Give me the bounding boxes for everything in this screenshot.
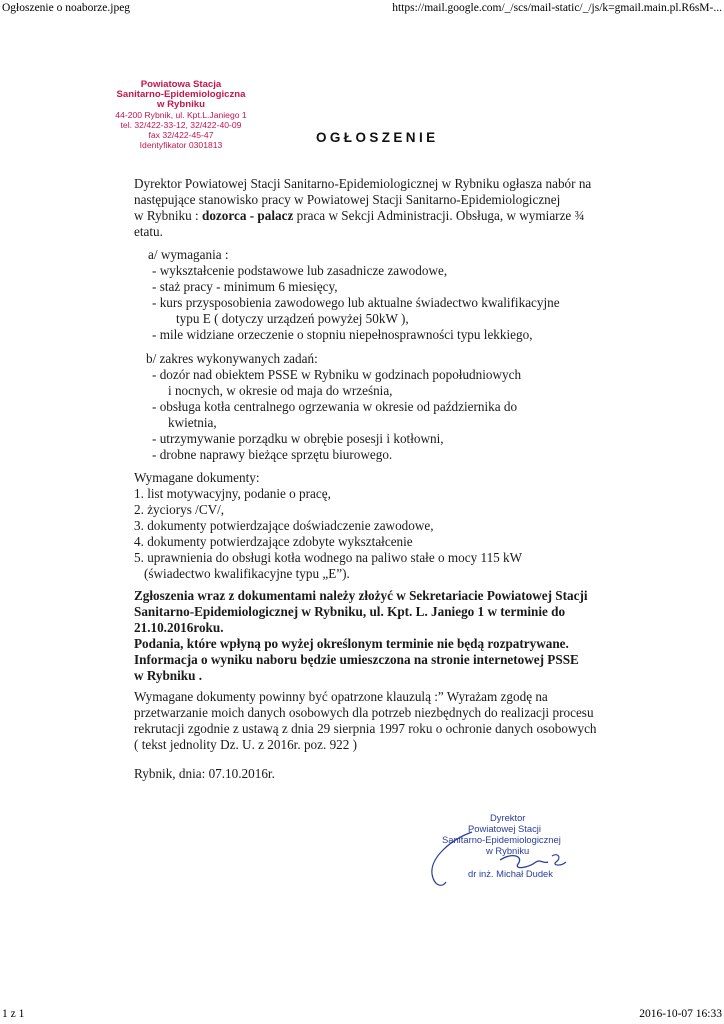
requirement-item: - wykształcenie podstawowe lub zasadnicze zawodowe, [152, 263, 448, 278]
stamp-line: tel. 32/422-33-12, 32/422-40-09 [120, 120, 242, 130]
page-count: 1 z 1 [2, 1008, 25, 1020]
duties-heading: b/ zakres wykonywanych zadań: [146, 351, 318, 366]
requirement-item: - mile widziane orzeczenie o stopniu niepełnosprawności typu lekkiego, [148, 327, 560, 343]
signature-name: dr inż. Michał Dudek [468, 868, 553, 879]
intro-line: etatu. [134, 224, 163, 239]
clause-line: przetwarzanie moich danych osobowych dla potrzeb niezbędnych do realizacji procesu [134, 705, 594, 720]
position-name: dozorca - palacz [201, 208, 294, 223]
requirement-item-cont: typu E ( dotyczy urządzeń powyżej 50kW ), [176, 311, 409, 326]
document-item: 1. list motywacyjny, podanie o pracę, [134, 486, 331, 501]
signature-line: Dyrektor [490, 812, 526, 823]
duty-item: - drobne naprawy bieżące sprzętu biurowego. [148, 447, 521, 463]
clause-line: rekrutacji zgodnie z ustawą z dnia 29 sierpnia 1997 roku o ochronie danych osobowych [134, 721, 597, 736]
requirements-section [148, 247, 560, 343]
print-timestamp: 2016-10-07 16:33 [639, 1008, 722, 1020]
duty-item: - obsługa kotła centralnego ogrzewania w okresie od października do [148, 399, 521, 415]
stamp-line: Powiatowa Stacja [140, 79, 222, 90]
notice-line: Podania, które wpłyną po wyżej określonym terminie nie będą rozpatrywane. [134, 636, 569, 651]
stamp-line: fax 32/422-45-47 [148, 130, 214, 140]
clause-line: Wymagane dokumenty powinny być opatrzone klauzulą :” Wyrażam zgodę na [134, 689, 548, 704]
requirement-item: - kurs przysposobienia zawodowego lub aktualne świadectwo kwalifikacyjne [148, 295, 560, 311]
documents-heading: Wymagane dokumenty: [134, 470, 260, 485]
duty-item-cont: kwietnia, [168, 415, 217, 430]
consent-clause [134, 689, 597, 753]
intro-line: Dyrektor Powiatowej Stacji Sanitarno-Epidemiologicznej w Rybniku ogłasza nabór na [134, 176, 592, 191]
notice-line: Sanitarno-Epidemiologicznej w Rybniku, ul. Kpt. L. Janiego 1 w terminie do [134, 604, 566, 619]
duty-item: - utrzymywanie porządku w obrębie posesji i kotłowni, [148, 431, 521, 447]
stamp-line: w Rybniku [157, 99, 205, 110]
intro-paragraph [134, 176, 591, 240]
requirements-heading: a/ wymagania : [148, 247, 229, 262]
duty-item: - dozór nad obiektem PSSE w Rybniku w godzinach popołudniowych [148, 367, 521, 383]
document-item: 2. życiorys /CV/, [134, 502, 225, 517]
notice-line: Zgłoszenia wraz z dokumentami należy złożyć w Sekretariacie Powiatowej Stacji [134, 588, 588, 603]
document-item: 3. dokumenty potwierdzające doświadczenie zawodowe, [134, 518, 434, 533]
signature-line: w Rybniku [486, 845, 530, 856]
clause-line: ( tekst jednolity Dz. U. z 2016r. poz. 922 ) [134, 737, 358, 752]
document-title: OGŁOSZENIE [316, 130, 439, 145]
stamp-line: 44-200 Rybnik, ul. Kpt.L.Janiego 1 [115, 110, 247, 120]
required-documents [134, 470, 522, 582]
institution-stamp [106, 80, 256, 150]
submission-notice [134, 588, 588, 684]
signature-stamp [420, 812, 590, 892]
stamp-line: Sanitarno-Epidemiologiczna [116, 89, 246, 100]
signature-line: Powiatowej Stacji [468, 823, 541, 834]
notice-line: w Rybniku . [134, 668, 203, 683]
requirement-item: - staż pracy - minimum 6 miesięcy, [148, 279, 560, 295]
document-item-cont: (świadectwo kwalifikacyjne typu „E”). [144, 566, 350, 581]
document-item: 4. dokumenty potwierdzające zdobyte wykształcenie [134, 534, 413, 549]
intro-line [134, 208, 591, 224]
document-item: 5. uprawnienia do obsługi kotła wodnego na paliwo stałe o mocy 115 kW [134, 550, 523, 565]
notice-line: 21.10.2016roku. [134, 620, 224, 635]
notice-line: Informacja o wyniku naboru będzie umieszczona na stronie internetowej PSSE [134, 652, 579, 667]
intro-line: następujące stanowisko pracy w Powiatowej Stacji Sanitarno-Epidemiologicznej [134, 192, 561, 207]
document-url: https://mail.google.com/_/scs/mail-static/_/js/k=gmail.main.pl.R6sM-... [392, 2, 722, 14]
document-filename: Ogłoszenie o noaborze.jpeg [2, 2, 131, 14]
stamp-line: Identyfikator 0301813 [139, 140, 223, 150]
signature-line: Sanitarno-Epidemiologicznej [442, 834, 561, 845]
document-date: Rybnik, dnia: 07.10.2016r. [134, 766, 275, 781]
duty-item-cont: i nocnych, w okresie od maja do września, [168, 383, 393, 398]
duties-section [148, 351, 521, 463]
intro-line-end: praca w Sekcji Administracji. Obsługa, w wymiarze ¾ [293, 208, 585, 223]
intro-line-start: w Rybniku : [134, 208, 202, 223]
